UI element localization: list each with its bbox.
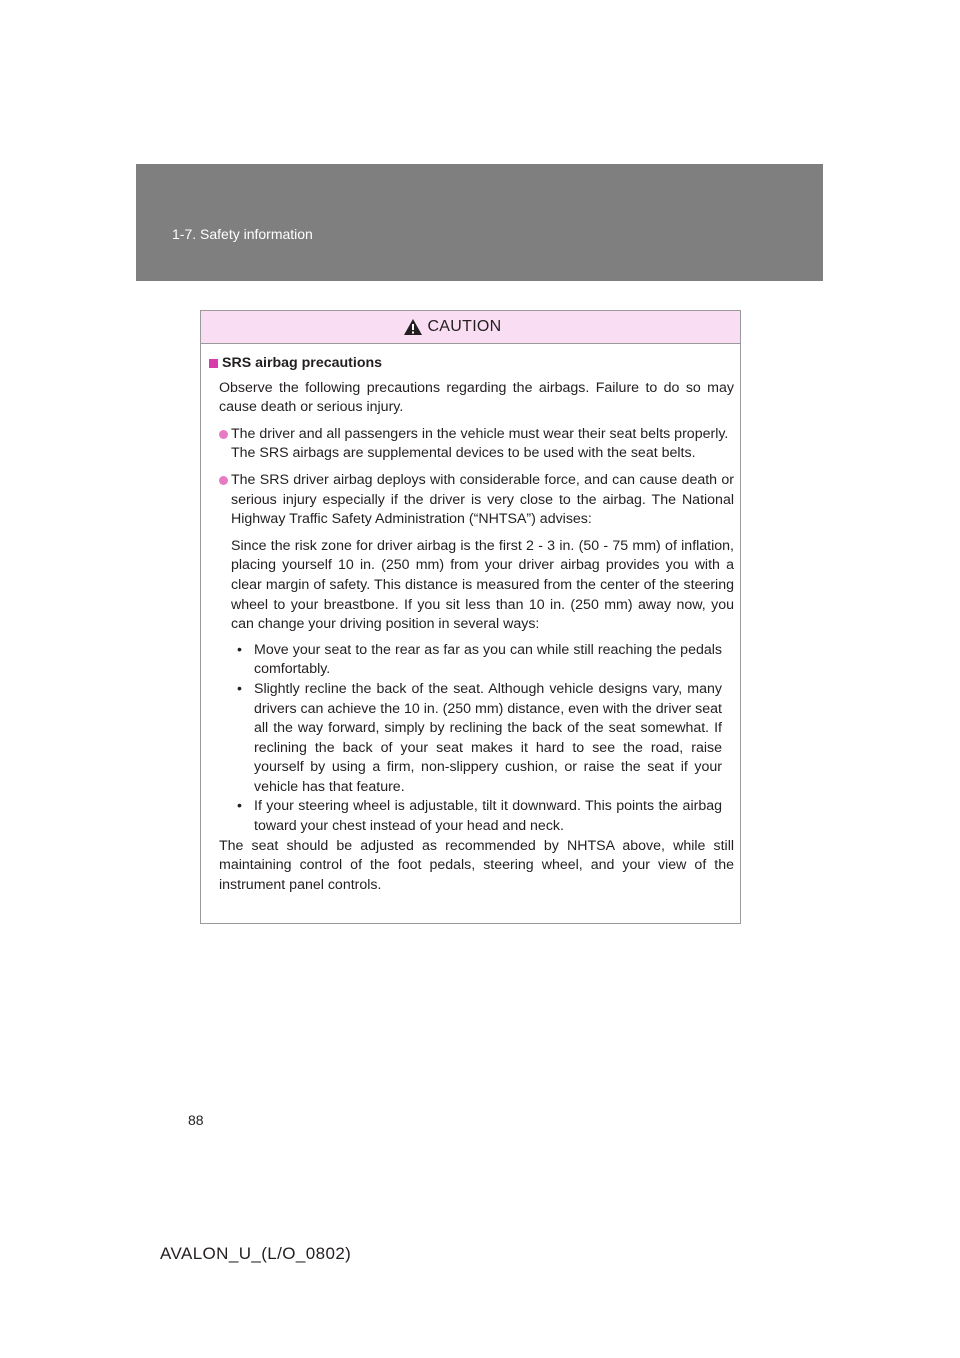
page-number: 88 [188,1112,204,1128]
list-item-text: Move your seat to the rear as far as you can while still reaching the pedals comfortably. [254,641,722,678]
section-label: 1-7. Safety information [172,226,313,242]
closing-paragraph: The seat should be adjusted as recommended by NHTSA above, while still maintaining control of the foot pedals, steering wheel, and your view of the instrument panel controls. [219,837,734,893]
intro-paragraph: Observe the following precautions regarding the airbags. Failure to do so may cause death or serious injury. [219,379,734,416]
bullet-seat-belts [209,425,734,464]
bullet-mark: • [237,680,242,697]
circle-bullet-icon [219,430,228,439]
caution-box [200,310,741,924]
bullet-text: The SRS airbags are supplemental devices to be used with the seat belts. [231,445,696,462]
list-item [209,641,734,680]
warning-triangle-icon [403,318,423,336]
header-band [136,164,823,281]
list-item [209,680,734,798]
heading-text: SRS airbag precautions [222,355,383,371]
caution-header [201,311,740,344]
bullet-driver-airbag [209,471,734,530]
list-item-text: If your steering wheel is adjustable, tilt it downward. This points the airbag toward your chest instead of your head and neck. [254,798,722,835]
document-code: AVALON_U_(L/O_0802) [160,1244,352,1263]
square-bullet-icon [209,359,218,368]
list-item-text: Slightly recline the back of the seat. Although vehicle designs vary, many drivers can achieve the 10 in. (250 mm) distance, even with the driver seat all the way forward, simply by reclining the back of the seat somewhat. If reclining the back of your seat makes it hard to see the road, raise yourself by using a firm, non-slippery cushion, or raise the seat if your vehicle has that feature. [254,680,722,795]
list-item [209,797,734,836]
caution-title: CAUTION [427,318,502,335]
bullet-mark: • [237,798,242,815]
risk-zone-paragraph: Since the risk zone for driver airbag is the first 2 - 3 in. (50 - 75 mm) of inflation, placing yourself 10 in. (250 mm) from your driver airbag provides you with a clear margin of safety. This distance is measured from the center of the steering wheel to your breastbone. If you sit less than 10 in. (250 mm) away now, you can change your driving position in several ways: [231,537,734,633]
bullet-text: The SRS driver airbag deploys with considerable force, and can cause death or serious injury especially if the driver is very close to the airbag. The National Highway Traffic Safety Administration (“NHTSA”) advises: [231,471,734,528]
bullet-mark: • [237,641,242,658]
caution-body [201,344,740,895]
section-heading [209,354,734,374]
bullet-text: The driver and all passengers in the vehicle must wear their seat belts properly. [231,425,729,442]
circle-bullet-icon [219,476,228,485]
